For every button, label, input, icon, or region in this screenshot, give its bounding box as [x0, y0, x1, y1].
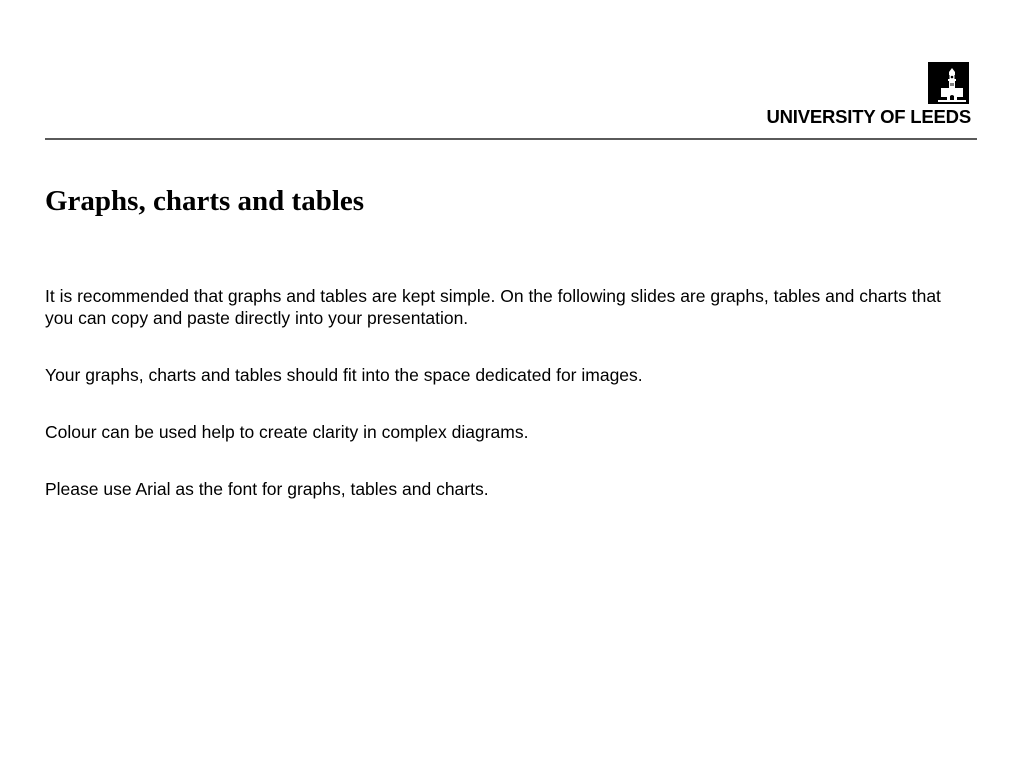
- university-logo-block: [928, 62, 969, 104]
- paragraph-3: Colour can be used help to create clarity in complex diagrams.: [45, 422, 529, 442]
- body-text: [45, 285, 965, 535]
- clock-tower-icon: [928, 62, 969, 104]
- paragraph-1: It is recommended that graphs and tables are kept simple. On the following slides are graphs, tables and charts that you can copy and paste directly into your presentation.: [45, 286, 941, 328]
- paragraph-2: Your graphs, charts and tables should fit into the space dedicated for images.: [45, 365, 643, 385]
- university-name-logo: UNIVERSITY OF LEEDS: [766, 106, 971, 127]
- page-title: Graphs, charts and tables: [45, 185, 365, 217]
- paragraph-4: Please use Arial as the font for graphs, tables and charts.: [45, 479, 489, 499]
- header-divider: [45, 138, 977, 140]
